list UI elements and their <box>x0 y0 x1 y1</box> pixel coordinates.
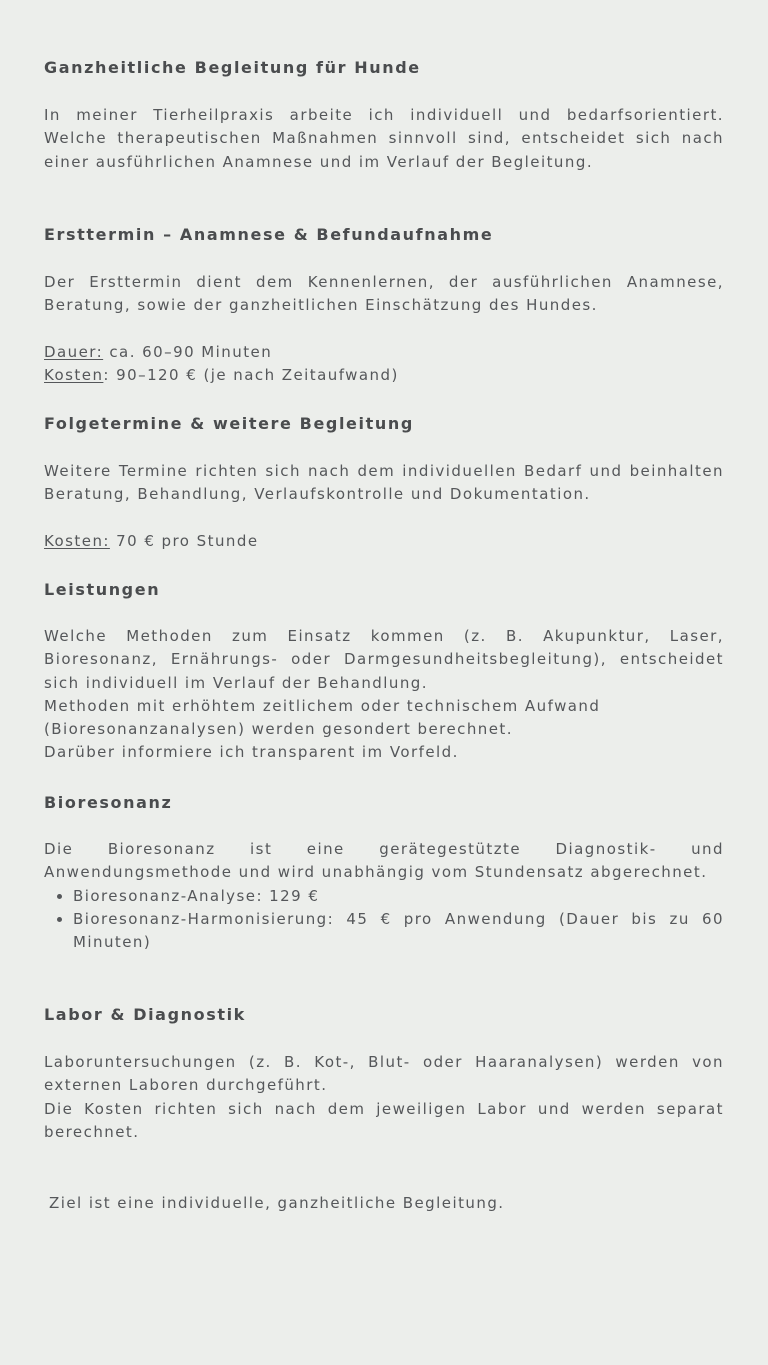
intro-heading: Ganzheitliche Begleitung für Hunde <box>44 58 421 77</box>
leistungen-text-2: Methoden mit erhöhtem zeitlichem oder technischem Aufwand (Bioresonanzanalysen) werden gesondert berechnet. <box>44 696 601 739</box>
folgetermine-text: Weitere Termine richten sich nach dem individuellen Bedarf und beinhalten Beratung, Behandlung, Verlaufskontrolle und Dokumentation. <box>44 462 724 504</box>
labor-text-2: Die Kosten richten sich nach dem jeweiligen Labor und werden separat berechnet. <box>44 1099 724 1141</box>
leistungen-text-1: Welche Methoden zum Einsatz kommen (z. B. Akupunktur, Laser, Bioresonanz, Ernährungs- oder Darmgesundheitsbegleitung), entscheidet sich individuell im Verlauf der Behandlung. <box>44 627 724 692</box>
leistungen-text-3: Darüber informiere ich transparent im Vorfeld. <box>44 743 459 762</box>
list-item: • Bioresonanz-Harmonisierung: 45 € pro Anwendung (Dauer bis zu 60 Minuten) <box>73 908 724 955</box>
folgetermine-cost <box>44 530 724 553</box>
followup-cost-label: Kosten: <box>44 532 110 550</box>
intro-text: In meiner Tierheilpraxis arbeite ich individuell und bedarfsorientiert. Welche therapeutischen Maßnahmen sinnvoll sind, entscheidet sich nach einer ausführlichen Anamnese und im Verlauf der Begleitung. <box>44 106 724 171</box>
list-item: • Bioresonanz-Analyse: 129 € <box>73 885 724 908</box>
labor-body <box>44 1051 724 1144</box>
ersttermin-heading: Ersttermin – Anamnese & Befundaufnahme <box>44 225 494 244</box>
cost-value: : 90–120 € (je nach Zeitaufwand) <box>103 366 399 384</box>
ersttermin-text: Der Ersttermin dient dem Kennenlernen, der ausführlichen Anamnese, Beratung, sowie der ganzheitlichen Einschätzung des Hundes. <box>44 273 724 315</box>
duration-value: ca. 60–90 Minuten <box>103 343 273 361</box>
folgetermine-heading: Folgetermine & weitere Begleitung <box>44 414 414 433</box>
bioresonanz-price-list <box>44 885 724 955</box>
ersttermin-cost <box>44 364 724 387</box>
ersttermin-duration <box>44 341 724 364</box>
closing-text: Ziel ist eine individuelle, ganzheitliche Begleitung. <box>49 1194 505 1212</box>
labor-heading: Labor & Diagnostik <box>44 1005 246 1024</box>
cost-label: Kosten <box>44 366 104 384</box>
leistungen-heading: Leistungen <box>44 580 161 599</box>
followup-cost-value: 70 € pro Stunde <box>109 532 259 550</box>
bioresonanz-heading: Bioresonanz <box>44 793 173 812</box>
duration-label: Dauer: <box>44 343 104 361</box>
bioresonanz-text: Die Bioresonanz ist eine gerätegestützte Diagnostik- und Anwendungsmethode und wird unabhängig vom Stundensatz abgerechnet. <box>44 840 724 882</box>
leistungen-body <box>44 625 724 765</box>
labor-text-1: Laboruntersuchungen (z. B. Kot-, Blut- oder Haaranalysen) werden von externen Laboren durchgeführt. <box>44 1053 724 1095</box>
bioresonanz-body <box>44 838 724 954</box>
